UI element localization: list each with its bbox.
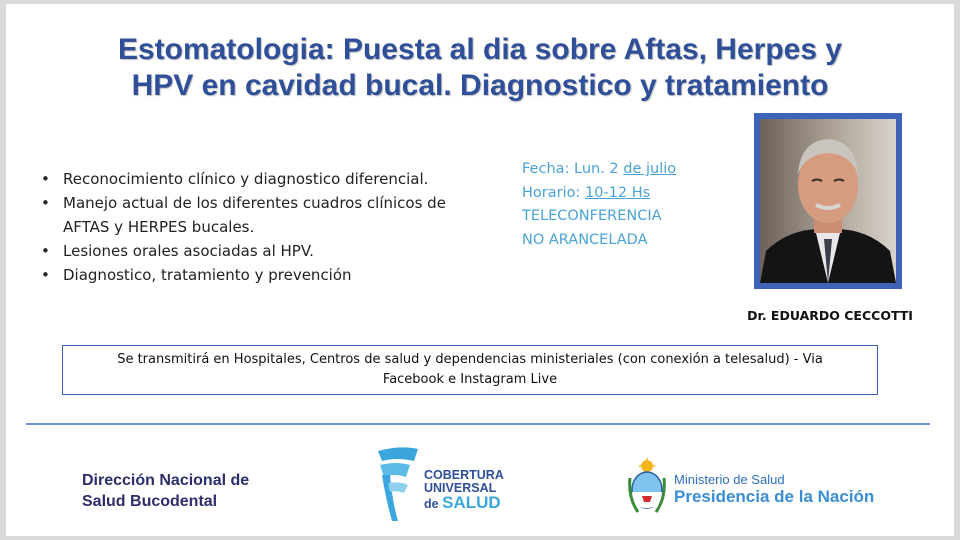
horario-line [522, 182, 742, 206]
cus-prefix: de [424, 497, 439, 511]
event-info [522, 158, 742, 252]
cus-line-2: UNIVERSAL [424, 480, 497, 495]
ministerio-salud-text [674, 472, 934, 507]
direccion-line-2: Salud Bucodental [82, 493, 218, 510]
fecha-label: Fecha: Lun. 2 [522, 161, 619, 177]
topic-item: • Reconocimiento clínico y diagnostico diferencial. [38, 167, 488, 191]
topic-item: • Lesiones orales asociadas al HPV. [38, 239, 488, 263]
fecha-line [522, 158, 742, 182]
cobertura-universal-text [424, 469, 544, 511]
modalidad-text: TELECONFERENCIA [522, 208, 662, 224]
cus-line-1: COBERTURA [424, 468, 504, 482]
speaker-portrait-image [760, 119, 896, 283]
national-coat-of-arms-icon [628, 458, 666, 516]
banner-line-1: Se transmitirá en Hospitales, Centros de salud y dependencias ministeriales (con conexión a telesalud) - Via [117, 352, 823, 367]
costo-text: NO ARANCELADA [522, 231, 648, 248]
topics-list [38, 167, 488, 287]
cus-line-3 [424, 494, 544, 511]
banner-line-2: Facebook e Instagram Live [382, 372, 558, 387]
ministerio-line-2: Presidencia de la Nación [674, 487, 875, 506]
direccion-nacional-logo-text [82, 470, 322, 512]
cus-salud: SALUD [442, 493, 501, 512]
topic-item: • Diagnostico, tratamiento y prevención [38, 263, 488, 287]
speaker-photo [754, 113, 902, 289]
horario-link[interactable]: 10-12 Hs [584, 184, 651, 201]
slide [6, 4, 954, 536]
slide-title [6, 32, 954, 104]
horario-label: Horario: [522, 184, 581, 201]
topic-item: • Manejo actual de los diferentes cuadros clínicos de AFTAS y HERPES bucales. [38, 191, 488, 239]
speaker-name: Dr. EDUARDO CECCOTTI [747, 308, 913, 323]
ministerio-line-1: Ministerio de Salud [674, 472, 785, 487]
divider [26, 423, 930, 425]
transmission-banner [62, 345, 878, 395]
title-line-1: Estomatologia: Puesta al dia sobre Aftas, Herpes y [117, 33, 843, 66]
fecha-link[interactable]: de julio [623, 161, 677, 177]
cobertura-universal-logo-icon [370, 445, 420, 525]
title-line-2: HPV en cavidad bucal. Diagnostico y tratamiento [131, 69, 829, 102]
direccion-line-1: Dirección Nacional de [82, 472, 250, 489]
